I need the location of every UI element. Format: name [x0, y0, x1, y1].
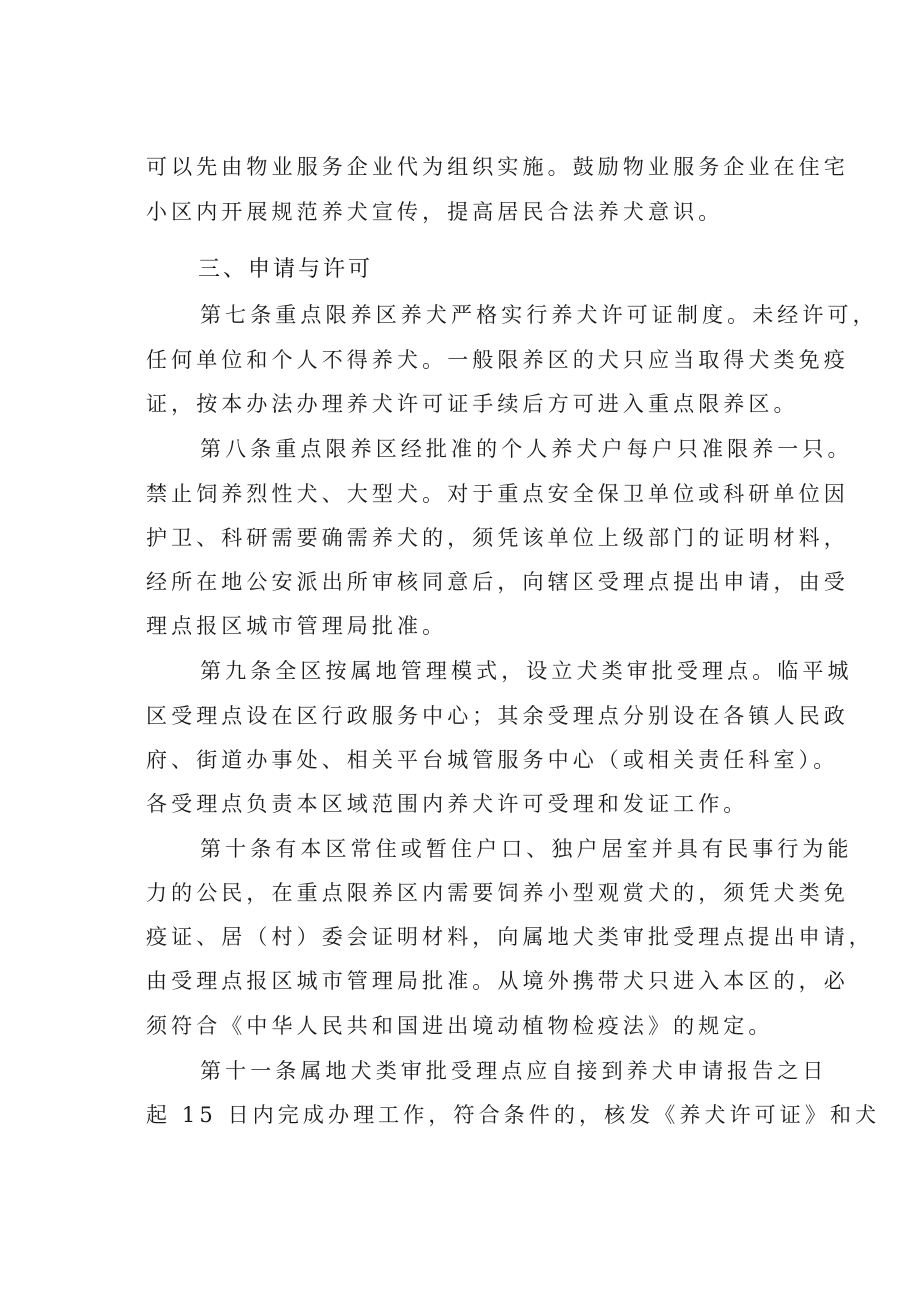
intro-line-1: 可以先由物业服务企业代为组织实施。鼓励物业服务企业在住宅	[146, 155, 849, 179]
article7-line-1: 第七条重点限养区养犬严格实行养犬许可证制度。未经许可，	[200, 303, 878, 327]
article11-line-2: 起 15 日内完成办理工作，符合条件的，核发《养犬许可证》和犬	[146, 1103, 881, 1127]
article9-line-4: 各受理点负责本区域范围内养犬许可受理和发证工作。	[146, 792, 749, 816]
article9-line-1: 第九条全区按属地管理模式，设立犬类审批受理点。临平城	[200, 659, 853, 683]
article10-line-5: 须符合《中华人民共和国进出境动植物检疫法》的规定。	[146, 1014, 774, 1038]
article9-line-2: 区受理点设在区行政服务中心；其余受理点分别设在各镇人民政	[146, 704, 849, 728]
section-heading: 三、申请与许可	[198, 257, 374, 282]
article8-line-4: 经所在地公安派出所审核同意后，向辖区受理点提出申请，由受	[146, 570, 849, 594]
article10-line-4: 由受理点报区城市管理局批准。从境外携带犬只进入本区的，必	[146, 969, 849, 993]
article7-line-3: 证，按本办法办理养犬许可证手续后方可进入重点限养区。	[146, 392, 799, 416]
article8-line-1: 第八条重点限养区经批准的个人养犬户每户只准限养一只。	[200, 437, 853, 461]
article8-line-3: 护卫、科研需要确需养犬的，须凭该单位上级部门的证明材料，	[146, 526, 849, 550]
article10-line-1: 第十条有本区常住或暂住户口、独户居室并具有民事行为能	[200, 837, 853, 861]
article9-line-3: 府、街道办事处、相关平台城管服务中心（或相关责任科室）。	[146, 748, 839, 772]
article11-line-1: 第十一条属地犬类审批受理点应自接到养犬申请报告之日	[200, 1059, 828, 1083]
article7-line-2: 任何单位和个人不得养犬。一般限养区的犬只应当取得犬类免疫	[146, 348, 849, 372]
article10-line-3: 疫证、居（村）委会证明材料，向属地犬类审批受理点提出申请，	[146, 925, 874, 949]
article10-line-2: 力的公民，在重点限养区内需要饲养小型观赏犬的，须凭犬类免	[146, 881, 849, 905]
article8-line-5: 理点报区城市管理局批准。	[146, 614, 448, 638]
intro-line-2: 小区内开展规范养犬宣传，提高居民合法养犬意识。	[146, 200, 724, 224]
article8-line-2: 禁止饲养烈性犬、大型犬。对于重点安全保卫单位或科研单位因	[146, 482, 849, 506]
